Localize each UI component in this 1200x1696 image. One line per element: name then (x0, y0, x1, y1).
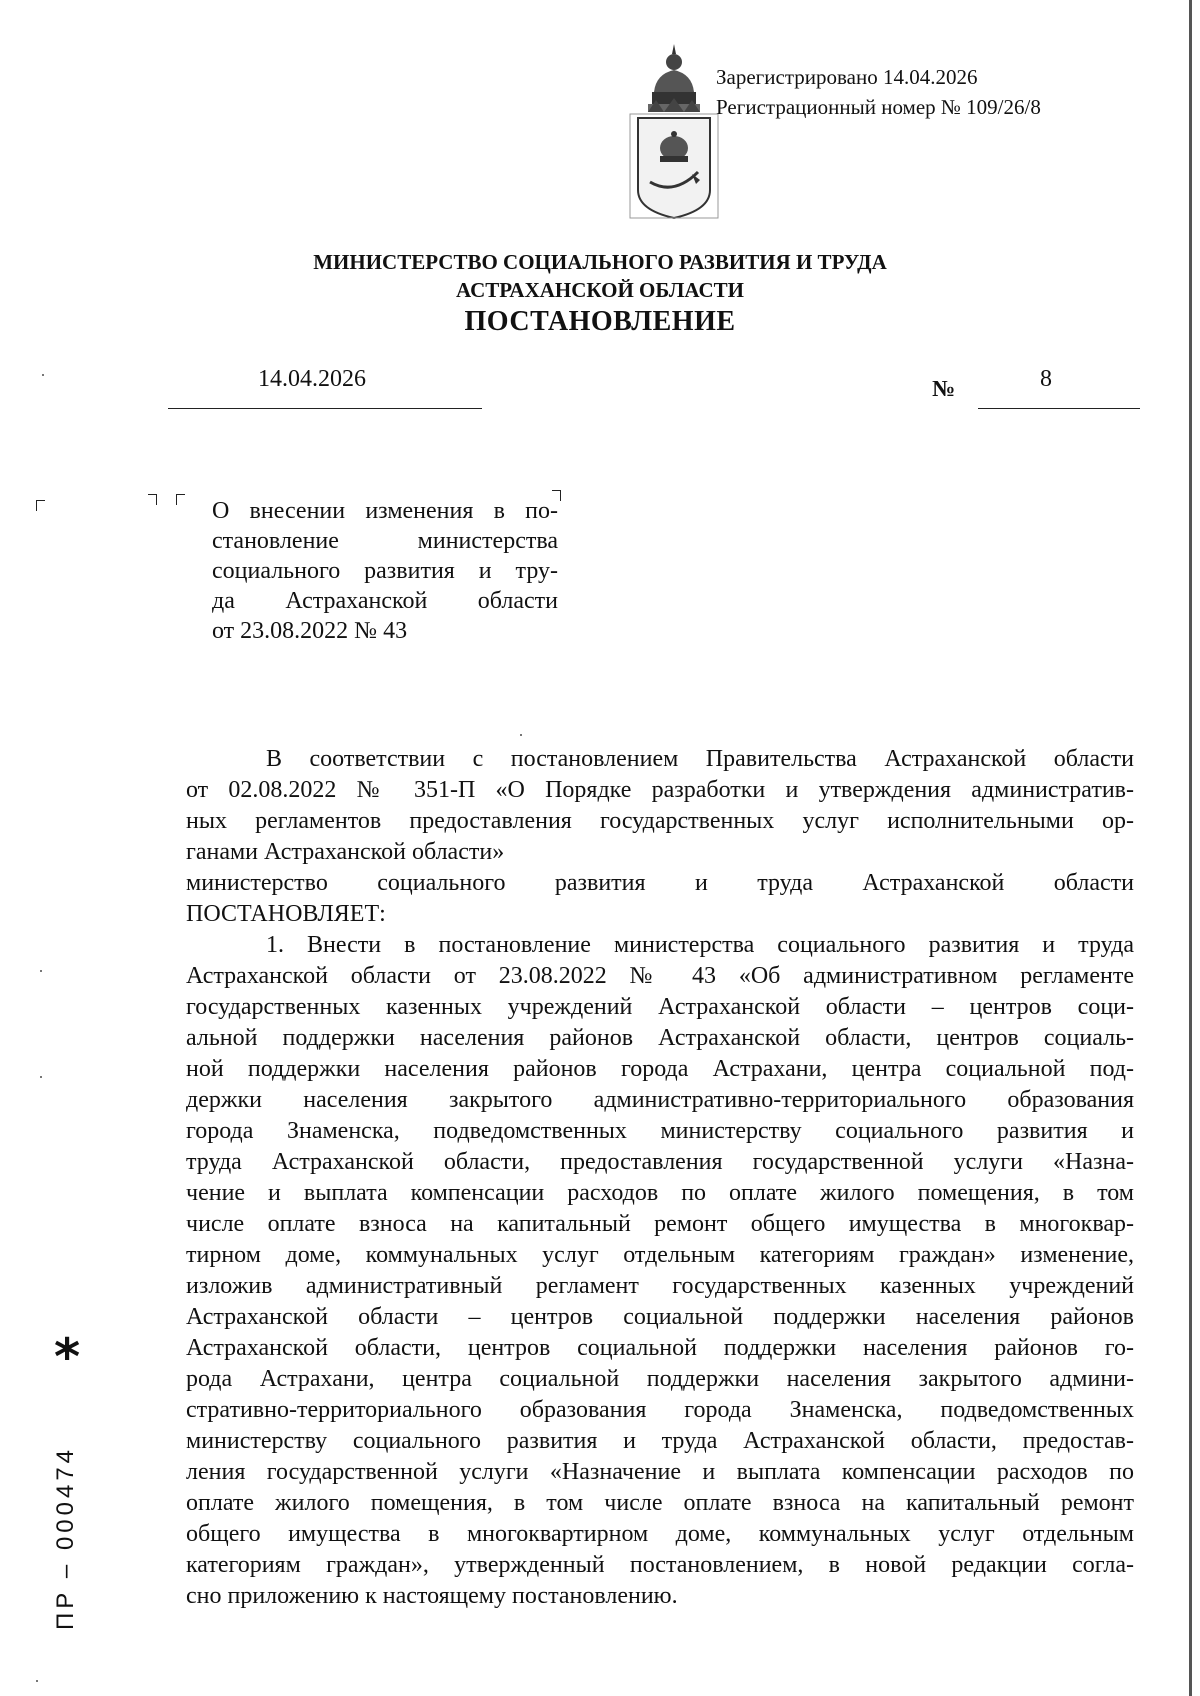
margin-serial-number: ПР – 000474 (52, 1445, 79, 1630)
corner-mark-icon (36, 500, 45, 511)
body-line: ПОСТАНОВЛЯЕТ: (186, 901, 386, 927)
ministry-name-line1: МИНИСТЕРСТВО СОЦИАЛЬНОГО РАЗВИТИЯ И ТРУДА (313, 250, 887, 274)
document-body (186, 744, 1134, 1612)
body-line: города Знаменска, подведомственных министерству социального развития и (186, 1118, 1134, 1144)
body-line: стративно-территориального образования города Знаменска, подведомственных (186, 1397, 1134, 1423)
body-line: ной поддержки населения районов города Астрахани, центра социальной под- (186, 1056, 1134, 1082)
corner-mark-icon (176, 494, 185, 505)
body-line: рода Астрахани, центра социальной поддержки населения закрытого админи- (186, 1366, 1134, 1392)
body-line: Астраханской области – центров социальной поддержки населения районов (186, 1304, 1134, 1330)
subject-line: становление министерства (212, 528, 558, 554)
body-line: держки населения закрытого административно-территориального образования (186, 1087, 1134, 1113)
scan-speck (520, 734, 522, 736)
body-line: изложив административный регламент государственных казенных учреждений (186, 1273, 1134, 1299)
number-sign: № (932, 376, 956, 401)
number-underline (978, 408, 1140, 409)
body-line: Астраханской области, центров социальной поддержки населения районов го- (186, 1335, 1134, 1361)
margin-asterisk: * (54, 1328, 81, 1386)
registration-number: Регистрационный номер № 109/26/8 (716, 95, 1041, 119)
body-line: общего имущества в многоквартирном доме, коммунальных услуг отдельным (186, 1521, 1134, 1547)
document-number: 8 (1040, 366, 1052, 392)
document-subject (212, 496, 558, 646)
body-line: министерство социального развития и труда Астраханской области (186, 870, 1134, 896)
scan-speck (40, 970, 42, 972)
body-line: 1. Внести в постановление министерства социального развития и труда (266, 932, 1134, 958)
body-line: сно приложению к настоящему постановлению. (186, 1583, 678, 1609)
body-line: В соответствии с постановлением Правительства Астраханской области (266, 746, 1134, 772)
body-line: тирном доме, коммунальных услуг отдельным категориям граждан» изменение, (186, 1242, 1134, 1268)
subject-line: О внесении изменения в по- (212, 498, 558, 524)
body-line: государственных казенных учреждений Астраханской области – центров соци- (186, 994, 1134, 1020)
body-line: числе оплате взноса на капитальный ремонт общего имущества в многоквар- (186, 1211, 1134, 1237)
body-line: ления государственной услуги «Назначение и выплата компенсации расходов по (186, 1459, 1134, 1485)
body-line: Астраханской области от 23.08.2022 № 43 «Об административном регламенте (186, 963, 1134, 989)
body-line: альной поддержки населения районов Астраханской области, центров социаль- (186, 1025, 1134, 1051)
body-line: министерству социального развития и труда Астраханской области, предостав- (186, 1428, 1134, 1454)
scan-speck (36, 1680, 38, 1682)
corner-mark-icon (148, 494, 157, 505)
subject-line: от 23.08.2022 № 43 (212, 618, 408, 644)
astrakhan-coat-of-arms-icon (626, 40, 722, 220)
body-line: ганами Астраханской области» (186, 839, 505, 865)
body-line: оплате жилого помещения, в том числе оплате взноса на капитальный ремонт (186, 1490, 1134, 1516)
date-underline (168, 408, 482, 409)
document-date: 14.04.2026 (258, 366, 366, 392)
subject-line: да Астраханской области (212, 588, 558, 614)
scan-speck (42, 374, 44, 376)
scan-speck (40, 1076, 42, 1078)
document-type-title: ПОСТАНОВЛЕНИЕ (464, 306, 736, 337)
body-line: от 02.08.2022 № 351-П «О Порядке разработки и утверждения административ- (186, 777, 1134, 803)
registration-stamp (716, 62, 1041, 122)
subject-line: социального развития и тру- (212, 558, 558, 584)
ministry-name-line2: АСТРАХАНСКОЙ ОБЛАСТИ (455, 278, 745, 302)
body-line: ных регламентов предоставления государственных услуг исполнительными ор- (186, 808, 1134, 834)
body-line: труда Астраханской области, предоставления государственной услуги «Назна- (186, 1149, 1134, 1175)
body-line: чение и выплата компенсации расходов по оплате жилого помещения, в том (186, 1180, 1134, 1206)
registration-date: Зарегистрировано 14.04.2026 (716, 65, 978, 89)
body-line: категориям граждан», утвержденный постановлением, в новой редакции согла- (186, 1552, 1134, 1578)
